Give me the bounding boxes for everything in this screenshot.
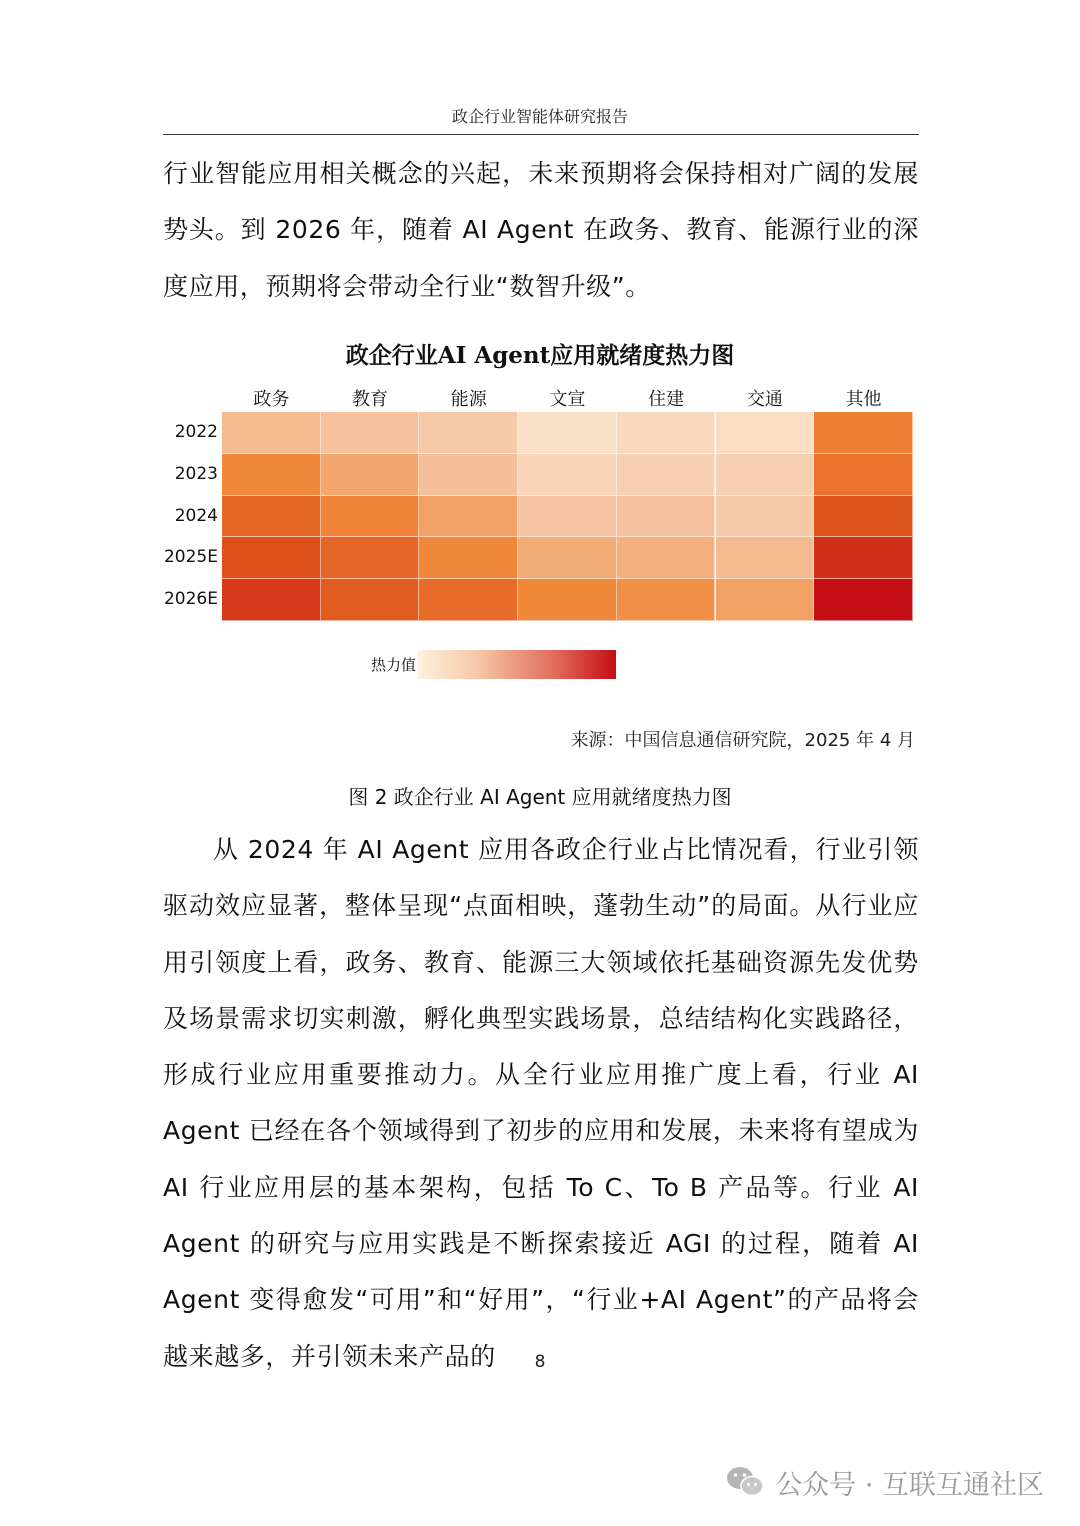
heatmap-cell [321, 412, 420, 454]
column-label: 文宣 [549, 389, 586, 410]
heatmap-cell [716, 496, 815, 538]
column-label: 住建 [648, 389, 685, 410]
heatmap-cell [617, 454, 716, 496]
heatmap-cell [617, 537, 716, 579]
heatmap-cell [321, 454, 420, 496]
body-paragraph-2: 从 2024 年 AI Agent 应用各政企行业占比情况看，行业引领驱动效应显著，整体呈现“点面相映，蓬勃生动”的局面。从行业应用引领度上看，政务、教育、能源三大领域依托基础资源先发优势及场景需求切实刺激，孵化典型实践场景，总结结构化实践路径，形成行业应用重要推动力。从全行业应用推广度上看，行业 AI Agent 已经在各个领域得到了初步的应用和发展，未来将有望成为 AI 行业应用层的基本架构，包括 To C、To B 产品等。行业 AI Agent 的研究与应用实践是不断探索接近 AGI 的过程，随着 AI Agent 变得愈发“可用”和“好用”，“行业+AI Agent”的产品将会越来越多，并引领未来产品的 [163, 835, 919, 1371]
watermark-text: 公众号 · 互联互通社区 [775, 1469, 1044, 1501]
watermark [725, 1462, 1044, 1502]
column-label: 政务 [253, 389, 290, 410]
heatmap-cell [222, 537, 321, 579]
heatmap-cell [814, 537, 913, 579]
heatmap-cell [419, 537, 518, 579]
heatmap-cell [419, 412, 518, 454]
heatmap-cell [814, 412, 913, 454]
heatmap-cell [518, 454, 617, 496]
row-label: 2022 [174, 422, 218, 442]
heatmap-cell [222, 412, 321, 454]
chart-title: 政企行业AI Agent应用就绪度热力图 [345, 342, 735, 369]
column-label: 其他 [845, 389, 882, 410]
heatmap-cell [321, 496, 420, 538]
page-header-title: 政企行业智能体研究报告 [451, 107, 628, 126]
heatmap-cell [321, 579, 420, 621]
heatmap-cell [814, 496, 913, 538]
legend-color-bar [418, 650, 616, 679]
column-label: 能源 [450, 389, 487, 410]
heatmap-cell [716, 579, 815, 621]
heatmap-cell [518, 496, 617, 538]
figure-caption: 图 2 政企行业 AI Agent 应用就绪度热力图 [348, 785, 732, 809]
legend-label: 热力值 [370, 656, 416, 674]
heatmap-cell [814, 454, 913, 496]
heatmap-cell [617, 412, 716, 454]
heatmap-cell [716, 454, 815, 496]
row-label: 2026E [163, 589, 218, 610]
figure-source: 来源：中国信息通信研究院，2025 年 4 月 [570, 730, 915, 751]
column-label: 交通 [746, 389, 783, 410]
heatmap-cell [321, 537, 420, 579]
page-number: 8 [534, 1352, 546, 1372]
heatmap-cell [518, 579, 617, 621]
row-label: 2024 [174, 505, 218, 526]
heatmap-cell [617, 579, 716, 621]
heatmap-cell [716, 537, 815, 579]
heatmap-cell [814, 579, 913, 621]
heatmap-cell [222, 496, 321, 538]
header-rule [163, 134, 919, 135]
heatmap-cell [419, 496, 518, 538]
heatmap-cell [419, 579, 518, 621]
heatmap-cell [617, 496, 716, 538]
body-paragraph-1: 行业智能应用相关概念的兴起，未来预期将会保持相对广阔的发展势头。到 2026 年，随着 AI Agent 在政务、教育、能源行业的深度应用，预期将会带动全行业“数智升级”。 [163, 159, 919, 301]
heatmap-cell [518, 412, 617, 454]
heatmap-cell [518, 537, 617, 579]
row-label: 2023 [174, 463, 218, 484]
row-label: 2025E [163, 547, 218, 568]
heatmap-cell [222, 579, 321, 621]
heatmap-cell [716, 412, 815, 454]
heatmap-cell [419, 454, 518, 496]
wechat-icon [725, 1464, 765, 1500]
heatmap-cell [222, 454, 321, 496]
column-label: 教育 [352, 389, 389, 410]
